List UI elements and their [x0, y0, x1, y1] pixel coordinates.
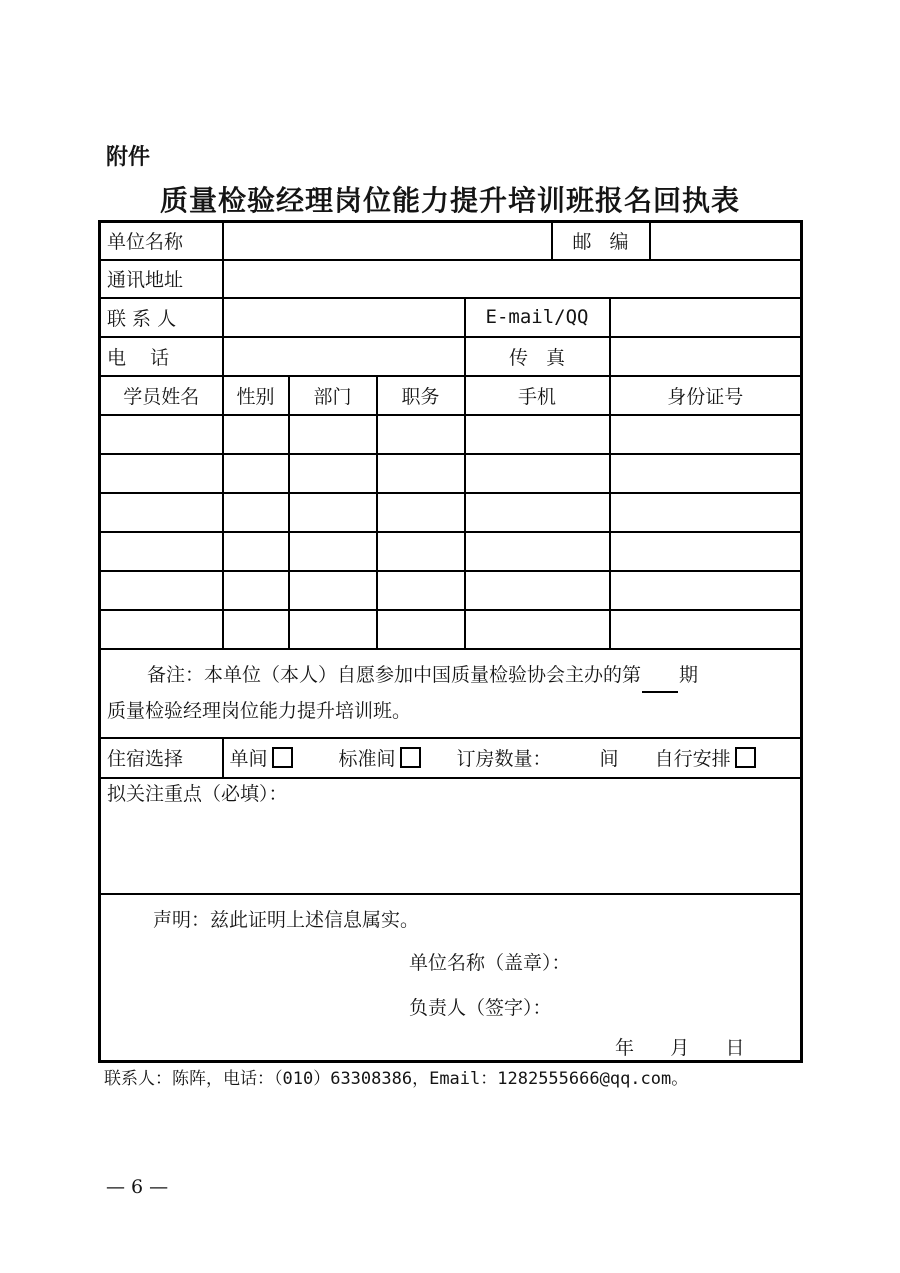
- trainee-mobile-cell[interactable]: [465, 610, 610, 649]
- trainee-empty-row: [100, 571, 802, 610]
- email-qq-label: E-mail/QQ: [465, 298, 610, 337]
- trainee-dept-cell[interactable]: [289, 532, 377, 571]
- trainee-mobile-cell[interactable]: [465, 415, 610, 454]
- trainee-title-cell[interactable]: [377, 571, 465, 610]
- attachment-label: 附件: [106, 145, 151, 170]
- fax-field[interactable]: [610, 337, 802, 376]
- trainee-name-header: 学员姓名: [100, 376, 223, 415]
- trainee-id-cell[interactable]: [610, 493, 802, 532]
- trainee-name-cell[interactable]: [100, 610, 223, 649]
- trainee-dept-cell[interactable]: [289, 493, 377, 532]
- trainee-title-cell[interactable]: [377, 532, 465, 571]
- trainee-name-cell[interactable]: [100, 493, 223, 532]
- phone-label: 电 话: [100, 337, 223, 376]
- contact-person-row: [100, 298, 802, 337]
- option-single-room: [230, 744, 293, 771]
- trainee-empty-row: [100, 532, 802, 571]
- signer-label: 负责人（签字）：: [409, 996, 552, 1019]
- trainee-id-header: 身份证号: [610, 376, 802, 415]
- page-number: — 6 —: [106, 1176, 169, 1198]
- remark-row: [100, 649, 802, 738]
- trainee-gender-cell[interactable]: [223, 571, 289, 610]
- unit-seal-label: 单位名称（盖章）：: [409, 951, 571, 974]
- trainee-title-cell[interactable]: [377, 493, 465, 532]
- trainee-gender-cell[interactable]: [223, 415, 289, 454]
- trainee-dept-cell[interactable]: [289, 610, 377, 649]
- date-line: 年 月 日: [615, 1036, 745, 1059]
- trainee-gender-cell[interactable]: [223, 610, 289, 649]
- trainee-id-cell[interactable]: [610, 415, 802, 454]
- contact-person-field[interactable]: [223, 298, 465, 337]
- address-label: 通讯地址: [100, 260, 223, 298]
- email-qq-field[interactable]: [610, 298, 802, 337]
- trainee-mobile-cell[interactable]: [465, 532, 610, 571]
- focus-label: 拟关注重点（必填）：: [107, 782, 288, 805]
- trainee-title-cell[interactable]: [377, 610, 465, 649]
- trainee-mobile-header: 手机: [465, 376, 610, 415]
- trainee-title-cell[interactable]: [377, 454, 465, 493]
- remark-text-prefix: 备注：本单位（本人）自愿参加中国质量检验协会主办的第: [147, 664, 642, 686]
- postal-code-label: 邮 编: [552, 222, 650, 260]
- accommodation-label: 住宿选择: [100, 738, 223, 778]
- registration-form-table: [98, 220, 803, 1063]
- trainee-name-cell[interactable]: [100, 454, 223, 493]
- session-number-blank[interactable]: [642, 672, 678, 693]
- trainee-name-cell[interactable]: [100, 532, 223, 571]
- room-quantity-label: 订房数量：: [456, 748, 552, 770]
- trainee-dept-header: 部门: [289, 376, 377, 415]
- self-arrange-label: 自行安排: [654, 748, 731, 770]
- address-row: [100, 260, 802, 298]
- address-field[interactable]: [223, 260, 802, 298]
- phone-field[interactable]: [223, 337, 465, 376]
- trainee-title-header: 职务: [377, 376, 465, 415]
- trainee-header-row: [100, 376, 802, 415]
- unit-name-field[interactable]: [223, 222, 552, 260]
- page-title: 质量检验经理岗位能力提升培训班报名回执表: [159, 184, 740, 217]
- remark-cell: [100, 649, 802, 738]
- self-arrange-checkbox[interactable]: [735, 747, 756, 768]
- option-standard-room: [339, 744, 421, 771]
- trainee-gender-cell[interactable]: [223, 454, 289, 493]
- trainee-mobile-cell[interactable]: [465, 571, 610, 610]
- trainee-mobile-cell[interactable]: [465, 454, 610, 493]
- remark-line-1: [107, 657, 794, 693]
- focus-field[interactable]: [100, 778, 802, 894]
- trainee-gender-header: 性别: [223, 376, 289, 415]
- accommodation-options-cell: [223, 738, 802, 778]
- accommodation-options: [230, 744, 795, 771]
- remark-line-2: 质量检验经理岗位能力提升培训班。: [107, 700, 412, 722]
- standard-room-checkbox[interactable]: [400, 747, 421, 768]
- room-unit-label: 间: [599, 748, 619, 770]
- trainee-gender-cell[interactable]: [223, 493, 289, 532]
- option-self-arrange: [655, 744, 756, 771]
- trainee-empty-row: [100, 610, 802, 649]
- trainee-empty-row: [100, 454, 802, 493]
- trainee-gender-cell[interactable]: [223, 532, 289, 571]
- trainee-id-cell[interactable]: [610, 454, 802, 493]
- declaration-statement: 声明：兹此证明上述信息属实。: [153, 908, 420, 931]
- unit-name-label: 单位名称: [100, 222, 223, 260]
- trainee-empty-row: [100, 415, 802, 454]
- fax-label: 传 真: [465, 337, 610, 376]
- trainee-title-cell[interactable]: [377, 415, 465, 454]
- standard-room-label: 标准间: [338, 748, 396, 770]
- unit-name-row: [100, 222, 802, 260]
- single-room-label: 单间: [229, 748, 268, 770]
- declaration-row: [100, 894, 802, 1062]
- trainee-name-cell[interactable]: [100, 571, 223, 610]
- contact-person-label: 联 系 人: [100, 298, 223, 337]
- option-room-quantity: [457, 744, 552, 771]
- postal-code-field[interactable]: [650, 222, 802, 260]
- trainee-dept-cell[interactable]: [289, 415, 377, 454]
- trainee-name-cell[interactable]: [100, 415, 223, 454]
- trainee-id-cell[interactable]: [610, 610, 802, 649]
- trainee-id-cell[interactable]: [610, 532, 802, 571]
- trainee-mobile-cell[interactable]: [465, 493, 610, 532]
- remark-text-suffix: 期: [679, 664, 699, 686]
- phone-row: [100, 337, 802, 376]
- trainee-empty-row: [100, 493, 802, 532]
- option-room-unit: [600, 744, 619, 771]
- trainee-dept-cell[interactable]: [289, 454, 377, 493]
- declaration-cell: [100, 894, 802, 1062]
- single-room-checkbox[interactable]: [272, 747, 293, 768]
- trainee-id-cell[interactable]: [610, 571, 802, 610]
- footer-contact: 联系人：陈阵，电话：（010）63308386，Email：1282555666@qq.com。: [104, 1069, 689, 1089]
- focus-row: [100, 778, 802, 894]
- trainee-dept-cell[interactable]: [289, 571, 377, 610]
- accommodation-row: [100, 738, 802, 778]
